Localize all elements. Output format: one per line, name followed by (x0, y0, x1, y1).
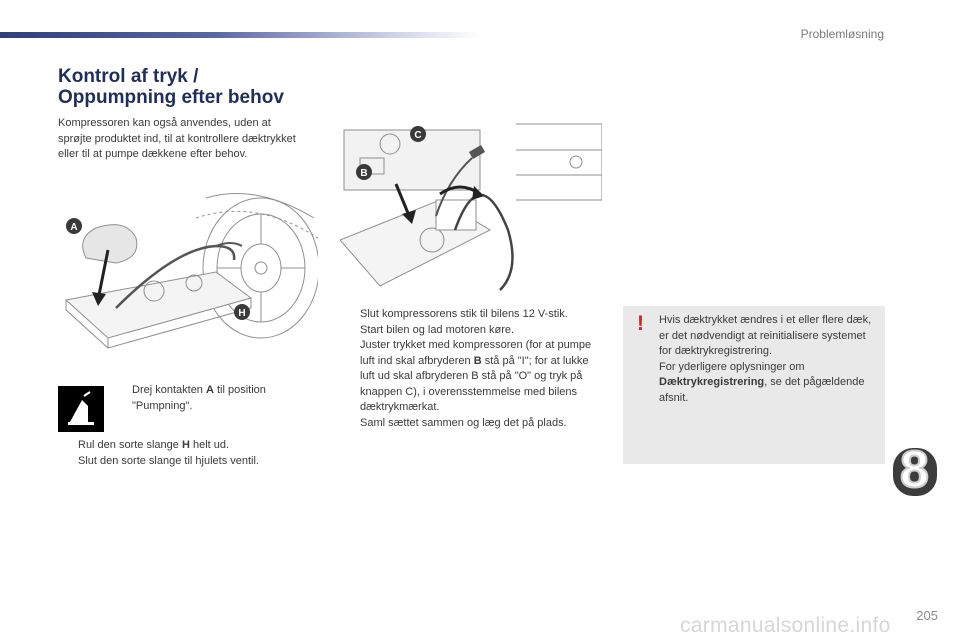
callout-H: H (238, 308, 246, 319)
section-heading: Problemløsning (800, 27, 884, 41)
list-item (340, 338, 602, 416)
callout-C: C (414, 130, 422, 141)
step-text: Slut kompressorens stik til bilens 12 V-stik. (360, 308, 568, 320)
header-gradient-bar (0, 32, 480, 38)
callout-B: B (360, 168, 368, 179)
pumping-pictogram (58, 386, 104, 432)
step-text: Juster trykket med kompressoren (for at pumpe luft ind skal afbryderen B stå på "I"; for at lukke luft ud skal afbryderen B stå på "O" og tryk på knappen C), i overensstemmelse med bilens dæktrykmærkat. (360, 339, 592, 413)
bullet-marker (58, 438, 78, 454)
step-text: Slut den sorte slange til hjulets ventil. (78, 454, 259, 467)
list-item (340, 323, 602, 339)
page-title-line1: Kontrol af tryk / (58, 66, 199, 87)
bullet-marker (340, 416, 360, 432)
compressor-wheel-illustration (56, 188, 318, 360)
page-number: 205 (916, 608, 938, 623)
list-item (58, 438, 308, 454)
warning-icon: ! (637, 312, 644, 335)
intro-paragraph: Kompressoren kan også anvendes, uden at sprøjte produktet ind, til at kontrollere dæktrykket eller til at pumpe dækkene efter behov. (58, 117, 296, 160)
steps-list-b (58, 438, 308, 469)
steps-list-a (112, 383, 282, 414)
page-title (58, 66, 284, 108)
list-item (112, 383, 282, 414)
pump-icon (58, 386, 104, 432)
page-title-line2: Oppumpning efter behov (58, 87, 284, 108)
callout-A: A (70, 222, 78, 233)
compressor-socket-illustration (340, 120, 602, 294)
step-text: Saml sættet sammen og læg det på plads. (360, 416, 567, 429)
bullet-marker (112, 383, 132, 414)
list-item (58, 454, 308, 470)
step-text: Drej kontakten A til position "Pumpning". (132, 384, 266, 412)
bullet-marker (58, 454, 78, 470)
step-text: Rul den sorte slange H helt ud. (78, 439, 230, 451)
step-text: Start bilen og lad motoren køre. (360, 323, 515, 336)
bullet-marker (340, 307, 360, 323)
warning-text: Hvis dæktrykket ændres i et eller flere dæk, er det nødvendigt at reinitialisere systemet for dæktrykregistrering. For yderligere oplysninger om Dæktrykregistrering, se det pågældende afsnit. (659, 314, 872, 404)
watermark: carmanualsonline.info (680, 614, 891, 637)
bullet-marker (340, 323, 360, 339)
warning-box (623, 306, 885, 464)
list-item (340, 416, 602, 432)
bullet-marker (340, 338, 360, 416)
steps-list-c (340, 307, 602, 431)
list-item (340, 307, 602, 323)
chapter-number: 8 (900, 441, 929, 499)
